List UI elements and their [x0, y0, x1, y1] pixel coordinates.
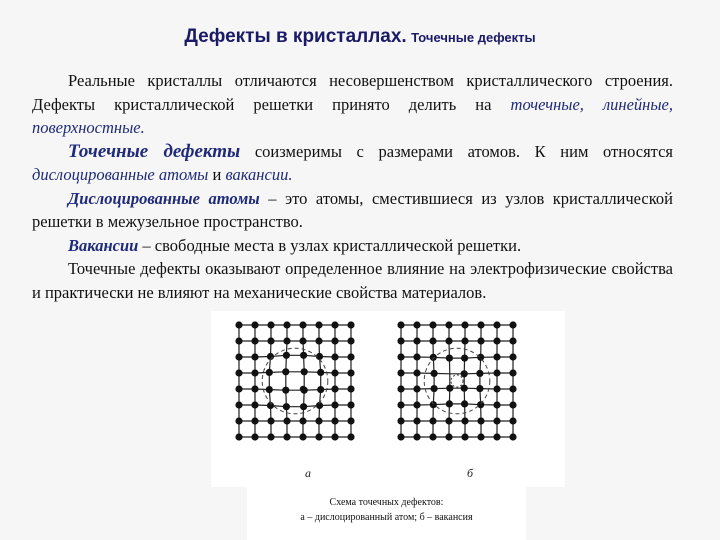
lattice-atom	[347, 369, 354, 376]
lattice-atom	[509, 369, 516, 376]
lattice-atom	[461, 337, 468, 344]
lattice-atom	[331, 433, 338, 440]
lattice-diagram	[211, 311, 565, 487]
lattice-atom	[431, 385, 438, 392]
lattice-atom	[413, 417, 420, 424]
lattice-atom	[347, 385, 354, 392]
lattice-atom	[283, 337, 290, 344]
lattice-atom	[266, 386, 273, 393]
lattice-atom	[267, 417, 274, 424]
lattice-atom	[282, 387, 289, 394]
lattice-atom	[413, 433, 420, 440]
interstitial-atom	[300, 386, 306, 392]
lattice-atom	[300, 403, 307, 410]
lattice-atom	[477, 401, 484, 408]
lattice-atom	[251, 321, 258, 328]
lattice-atom	[251, 337, 258, 344]
lattice-atom	[431, 370, 438, 377]
vacancies-text: – свободные места в узлах кристаллической решетки.	[138, 235, 522, 255]
point-defects-figure	[211, 311, 565, 487]
figure-caption	[247, 487, 526, 540]
lattice-atom	[446, 355, 453, 362]
lattice-atom	[493, 433, 500, 440]
lattice-atom	[413, 369, 420, 376]
lattice-atom	[301, 368, 308, 375]
lattice-atom	[509, 401, 516, 408]
lattice-atom	[477, 417, 484, 424]
term-dislocated-atoms-ref: дислоцированные атомы	[32, 165, 209, 184]
lattice-atom	[347, 401, 354, 408]
lattice-atom	[461, 385, 468, 392]
lattice-atom	[493, 401, 500, 408]
lattice-atom	[347, 433, 354, 440]
lattice-atom	[476, 385, 483, 392]
lattice-atom	[445, 337, 452, 344]
lattice-atom	[397, 433, 404, 440]
lattice-atom	[446, 400, 453, 407]
lattice-atom	[429, 433, 436, 440]
defect-types: точечные, линейные, поверхностные.	[32, 94, 673, 137]
lattice-atom	[429, 337, 436, 344]
lattice-atom	[251, 417, 258, 424]
body-text	[32, 69, 673, 304]
vacancy-site	[451, 375, 463, 387]
lattice-atom	[315, 417, 322, 424]
lattice-atom	[317, 386, 324, 393]
lattice-atom	[315, 433, 322, 440]
lattice-atom	[331, 353, 338, 360]
lattice-atom	[430, 354, 437, 361]
lattice-atom	[331, 337, 338, 344]
lattice-atom	[300, 352, 307, 359]
lattice-atom	[235, 337, 242, 344]
lattice-atom	[251, 353, 258, 360]
lattice-atom	[509, 417, 516, 424]
lattice-atom	[413, 337, 420, 344]
lattice-atom	[397, 321, 404, 328]
lattice-atom	[413, 401, 420, 408]
lattice-atom	[397, 385, 404, 392]
intro-text: Реальные кристаллы отличаются несовершенством кристаллического строения. Дефекты кристаллической решетки принято делить на	[32, 71, 673, 114]
paragraph-intro	[32, 69, 673, 140]
lattice-atom	[347, 417, 354, 424]
lattice-atom	[493, 369, 500, 376]
lattice-atom	[347, 337, 354, 344]
paragraph-point-defects	[32, 140, 673, 187]
lattice-atom	[445, 321, 452, 328]
lattice-atom	[299, 433, 306, 440]
lattice-atom	[283, 352, 290, 359]
lattice-atom	[397, 337, 404, 344]
lattice-atom	[445, 417, 452, 424]
lattice-atom	[477, 337, 484, 344]
lattice-atom	[267, 321, 274, 328]
lattice-atom	[493, 385, 500, 392]
lattice-atom	[493, 417, 500, 424]
lattice-atom	[397, 353, 404, 360]
lattice-atom	[347, 321, 354, 328]
lattice-atom	[397, 401, 404, 408]
lattice-atom	[235, 417, 242, 424]
lattice-atom	[477, 321, 484, 328]
lattice-atom	[413, 321, 420, 328]
lattice-atom	[461, 400, 468, 407]
lattice-atom	[282, 368, 289, 375]
lattice-atom	[283, 321, 290, 328]
lattice-atom	[235, 321, 242, 328]
lattice-atom	[509, 337, 516, 344]
lattice-atom	[493, 337, 500, 344]
lattice-atom	[461, 433, 468, 440]
lattice-atom	[446, 385, 453, 392]
caption-line-2: а – дислоцированный атом; б – вакансия	[300, 512, 473, 523]
lattice-atom	[266, 369, 273, 376]
lattice-atom	[283, 403, 290, 410]
lattice-atom	[331, 417, 338, 424]
lattice-atom	[429, 417, 436, 424]
term-vacancies-ref: вакансии.	[225, 165, 293, 184]
lattice-atom	[317, 369, 324, 376]
lattice-atom	[397, 369, 404, 376]
slide-title	[0, 26, 720, 48]
title-sub: Точечные дефекты	[411, 30, 536, 45]
label-b: б	[467, 466, 474, 480]
paragraph-influence	[32, 257, 673, 304]
lattice-atom	[509, 385, 516, 392]
lattice-atom	[509, 321, 516, 328]
lattice-atom	[493, 353, 500, 360]
conjunction: и	[208, 165, 226, 184]
lattice-atom	[251, 369, 258, 376]
lattice-atom	[461, 417, 468, 424]
lattice-atom	[461, 355, 468, 362]
lattice-atom	[331, 401, 338, 408]
lattice-atom	[235, 353, 242, 360]
lattice-atom	[315, 337, 322, 344]
lattice-atom	[397, 417, 404, 424]
lattice-atom	[493, 321, 500, 328]
lattice-atom	[331, 385, 338, 392]
lattice-atom	[509, 353, 516, 360]
influence-text: Точечные дефекты оказывают определенное влияние на электрофизические свойства и практически не влияют на механические свойства материалов.	[32, 259, 673, 302]
title-main: Дефекты в кристаллах.	[184, 26, 407, 47]
lattice-atom	[461, 370, 468, 377]
lattice-atom	[477, 433, 484, 440]
dislocated-atoms-text: – это атомы, сместившиеся из узлов кристаллической решетки в межузельное пространство.	[32, 188, 674, 231]
lattice-vacancy	[397, 321, 516, 440]
lattice-atom	[331, 321, 338, 328]
lattice-atom	[445, 433, 452, 440]
lattice-atom	[235, 369, 242, 376]
lattice-atom	[461, 321, 468, 328]
lattice-atom	[267, 433, 274, 440]
lattice-atom	[299, 321, 306, 328]
lattice-atom	[283, 433, 290, 440]
caption-line-1: Схема точечных дефектов:	[329, 497, 444, 508]
lattice-atom	[299, 337, 306, 344]
lattice-atom	[267, 337, 274, 344]
term-point-defects: Точечные дефекты	[68, 140, 241, 162]
point-defects-text: соизмеримы с размерами атомов. К ним относятся	[240, 141, 673, 161]
paragraph-dislocated-atoms	[32, 187, 673, 234]
label-a: а	[305, 466, 311, 480]
paragraph-vacancies	[32, 234, 673, 258]
lattice-atom	[413, 353, 420, 360]
lattice-atom	[477, 354, 484, 361]
lattice-atom	[299, 417, 306, 424]
lattice-atom	[235, 401, 242, 408]
term-dislocated-atoms: Дислоцированные атомы	[68, 188, 260, 208]
lattice-atom	[331, 369, 338, 376]
lattice-atom	[509, 433, 516, 440]
term-vacancies: Вакансии	[68, 235, 139, 255]
lattice-atom	[476, 370, 483, 377]
lattice-dislocated-atom	[235, 321, 354, 440]
lattice-atom	[430, 401, 437, 408]
lattice-atom	[235, 385, 242, 392]
lattice-atom	[251, 401, 258, 408]
lattice-atom	[413, 385, 420, 392]
lattice-atom	[347, 353, 354, 360]
lattice-atom	[315, 321, 322, 328]
lattice-atom	[235, 433, 242, 440]
lattice-atom	[429, 321, 436, 328]
lattice-atom	[283, 417, 290, 424]
lattice-atom	[251, 433, 258, 440]
lattice-atom	[251, 385, 258, 392]
